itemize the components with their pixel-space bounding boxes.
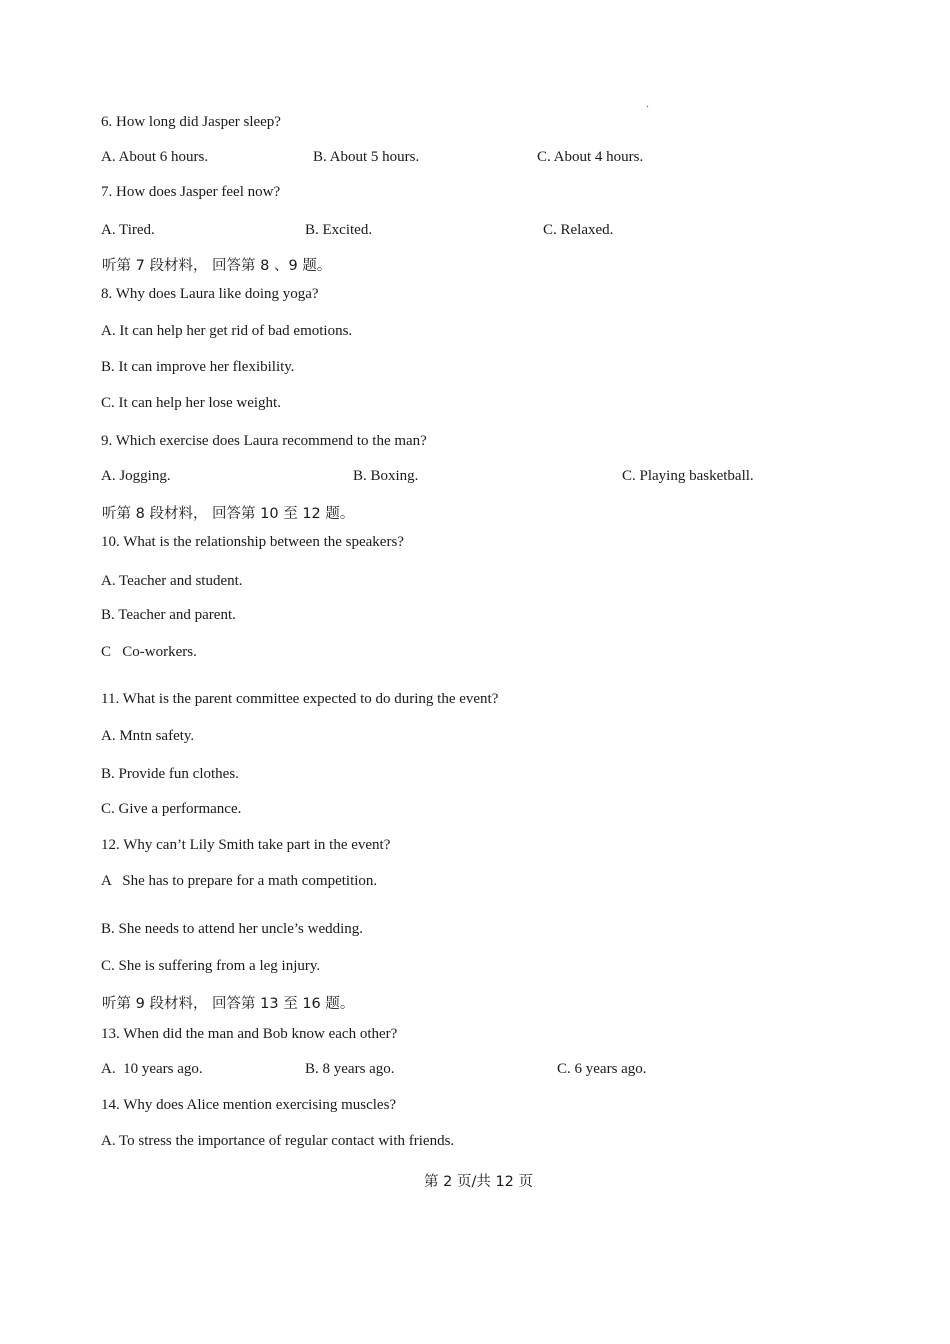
q11-option-b: B. Provide fun clothes. <box>101 766 239 782</box>
section-7-heading: 听第 7 段材料， 回答第 8 、9 题。 <box>102 258 332 274</box>
q14-question: 14. Why does Alice mention exercising muscles? <box>101 1097 397 1113</box>
q8-option-a: A. It can help her get rid of bad emotions. <box>101 323 353 339</box>
q13-question: 13. When did the man and Bob know each other? <box>101 1026 398 1042</box>
q13-option-b: B. 8 years ago. <box>305 1061 395 1077</box>
q7-option-a: A. Tired. <box>101 222 155 238</box>
q9-option-c: C. Playing basketball. <box>622 468 754 484</box>
q6-option-c: C. About 4 hours. <box>537 149 644 165</box>
q6-option-b: B. About 5 hours. <box>313 149 420 165</box>
q9-option-b: B. Boxing. <box>353 468 419 484</box>
q12-question: 12. Why can’t Lily Smith take part in the event? <box>101 837 391 853</box>
q8-question: 8. Why does Laura like doing yoga? <box>101 286 319 302</box>
q10-question: 10. What is the relationship between the speakers? <box>101 534 404 550</box>
q10-option-a: A. Teacher and student. <box>101 573 243 589</box>
q13-option-c: C. 6 years ago. <box>557 1061 647 1077</box>
q12-option-b: B. She needs to attend her uncle’s wedding. <box>101 921 364 937</box>
q12-option-a: A She has to prepare for a math competition. <box>101 873 378 889</box>
q14-option-a: A. To stress the importance of regular contact with friends. <box>101 1133 455 1149</box>
q10-option-b: B. Teacher and parent. <box>101 607 236 623</box>
section-9-heading: 听第 9 段材料， 回答第 13 至 16 题。 <box>102 996 355 1012</box>
q8-option-c: C. It can help her lose weight. <box>101 395 281 411</box>
q7-option-c: C. Relaxed. <box>543 222 614 238</box>
top-dot-mark: . <box>646 96 649 110</box>
q7-question: 7. How does Jasper feel now? <box>101 184 281 200</box>
q13-option-a: A. 10 years ago. <box>101 1061 203 1077</box>
q6-option-a: A. About 6 hours. <box>101 149 209 165</box>
q10-option-c: C Co-workers. <box>101 644 197 660</box>
q8-option-b: B. It can improve her flexibility. <box>101 359 295 375</box>
q6-question: 6. How long did Jasper sleep? <box>101 114 281 130</box>
page-number-footer: 第 2 页/共 12 页 <box>424 1174 533 1190</box>
q11-option-a: A. Mntn safety. <box>101 728 195 744</box>
q7-option-b: B. Excited. <box>305 222 373 238</box>
q11-option-c: C. Give a performance. <box>101 801 242 817</box>
q9-question: 9. Which exercise does Laura recommend to the man? <box>101 433 427 449</box>
q9-option-a: A. Jogging. <box>101 468 171 484</box>
q12-option-c: C. She is suffering from a leg injury. <box>101 958 321 974</box>
q11-question: 11. What is the parent committee expected to do during the event? <box>101 691 499 707</box>
section-8-heading: 听第 8 段材料， 回答第 10 至 12 题。 <box>102 506 355 522</box>
